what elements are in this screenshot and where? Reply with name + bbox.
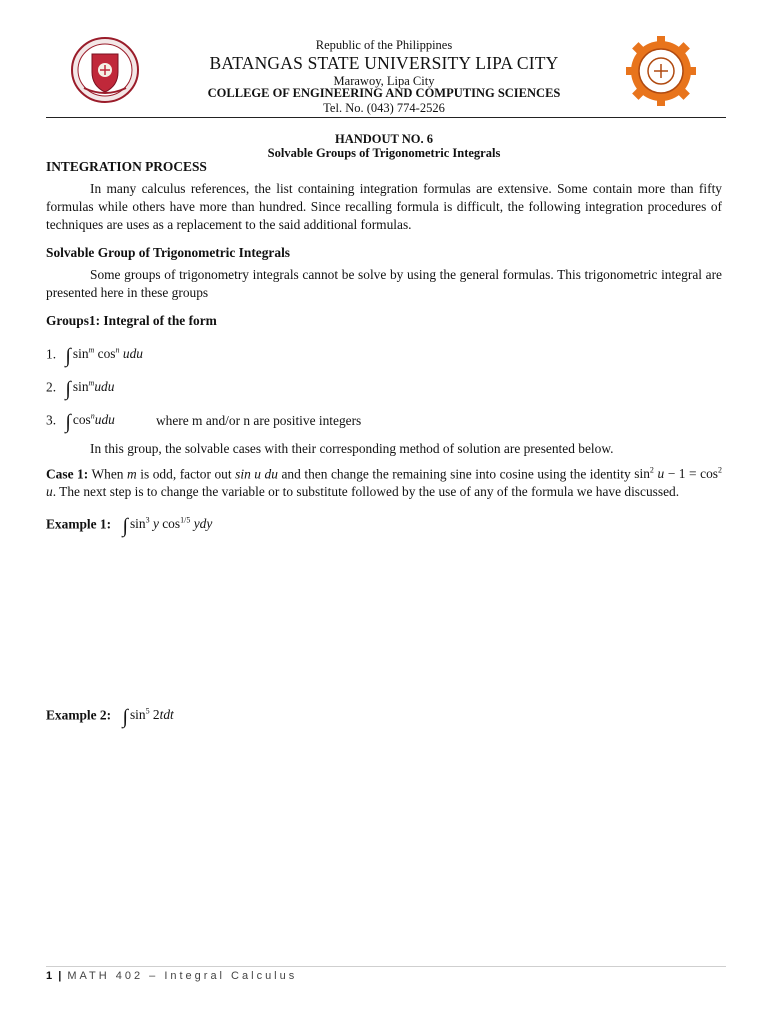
formula-item-2: 2. ∫ $\sin^mudu$ [46,378,115,401]
integral-sign-icon: ∫ [122,706,128,729]
formula-number: 3. [46,412,57,428]
example-2-label: Example 2: [46,707,112,723]
case-1-paragraph: Case 1: When m is odd, factor out sin u du and then change the remaining sine into cosine using the identity $\sin^2 u - 1 = \cos^2 u$. The next step is to change the variable or to substitute followed by the use of any of the formula we have discussed. [46,466,722,500]
handout-subtitle: Solvable Groups of Trigonometric Integrals [267,146,501,160]
section-title-solvable-group: Solvable Group of Trigonometric Integrals [46,245,290,260]
identity-formula: $\sin^2 u - 1 = \cos^2 u$. [46,466,722,500]
telephone-line: Tel. No. (043) 774-2526 [323,101,445,115]
groups-title: Groups1: Integral of the form [46,313,217,328]
footer-divider [46,966,726,967]
integral-sign-icon: ∫ [65,411,71,434]
university-name: BATANGAS STATE UNIVERSITY LIPA CITY [209,53,559,73]
formula-number: 1. [46,346,57,362]
example-1-label: Example 1: [46,516,112,532]
formula-item-3: 3. ∫ $\cos^nudu$ [46,411,115,434]
section-title-integration-process: INTEGRATION PROCESS [46,159,207,174]
republic-line: Republic of the Philippines [315,38,453,52]
groups-intro: In this group, the solvable cases with their corresponding method of solution are presented below. [90,441,614,456]
section-paragraph-integration-process: In many calculus references, the list containing integration formulas are extensive. Some contain more than fifty formulas while others have more than hundred. Since recalling formula is difficult, the following integration procedures of techniques are uses as a replacement to the said additional formulas. [46,181,722,232]
example-2: Example 2: ∫ $\sin^5 2tdt$ [46,706,174,729]
page-footer [46,970,297,982]
integral-sign-icon: ∫ [65,378,71,401]
formula-number: 2. [46,379,57,395]
college-name: COLLEGE OF ENGINEERING AND COMPUTING SCIENCES [207,86,561,100]
address-line: Marawoy, Lipa City [333,74,435,88]
formula-item-1: 1. ∫ $\sin^m \cos^n$ udu [46,345,143,368]
section-paragraph-solvable-group: Some groups of trigonometry integrals cannot be solve by using the general formulas. This trigonometric integral are presented here in these groups [46,267,722,300]
header-divider [46,117,726,118]
formula-condition-note: where m and/or n are positive integers [156,413,362,428]
factor-expression: sin u du [235,466,278,482]
integral-sign-icon: ∫ [122,515,128,538]
footer-separator: | [58,970,62,982]
course-name: MATH 402 – Integral Calculus [67,970,298,982]
page-number: 1 [46,970,53,982]
handout-number: HANDOUT NO. 6 [334,132,434,146]
integral-sign-icon: ∫ [65,345,71,368]
case-1-label: Case 1: [46,466,89,482]
example-1: Example 1: ∫ $\sin^3 y$ $\cos^{1/5}$ ydy [46,515,213,538]
